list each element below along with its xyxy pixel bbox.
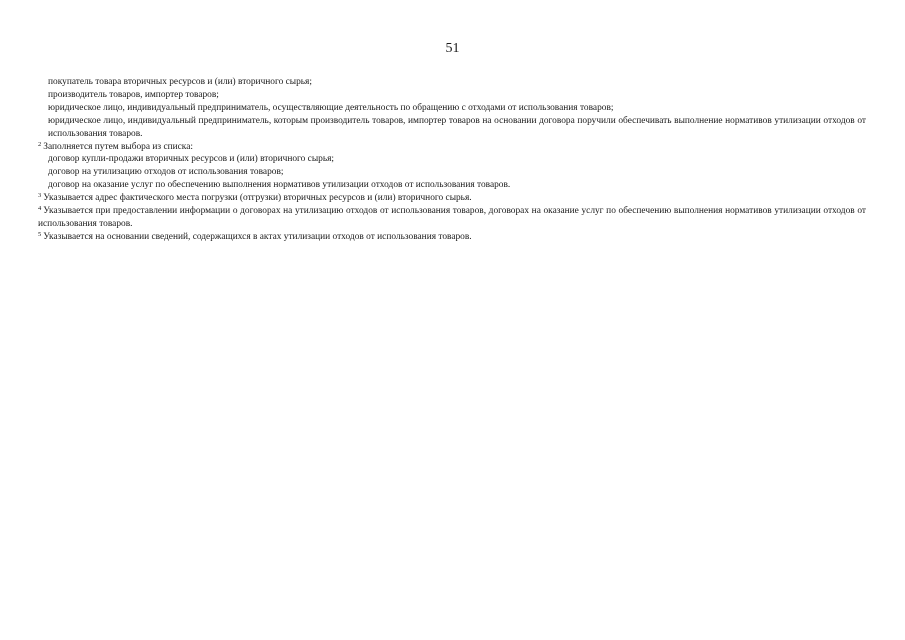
footnote-marker: 3 xyxy=(38,192,42,200)
list-item-waste-operator xyxy=(38,102,866,115)
page-number: 51 xyxy=(445,41,460,56)
footnote-marker: 2 xyxy=(38,140,42,148)
list-item-text: договор на утилизацию отходов от использования товаров; xyxy=(48,167,284,178)
footnote-4 xyxy=(38,205,866,231)
footnote-2 xyxy=(38,141,866,154)
footnote-marker: 4 xyxy=(38,205,42,213)
list-item-contracted-entity xyxy=(38,115,866,141)
list-item-producer xyxy=(38,89,866,102)
list-item-sale-contract xyxy=(38,153,866,166)
footnote-text: Указывается при предоставлении информации о договорах на утилизацию отходов от использования товаров, договорах на оказание услуг по обеспечению выполнения нормативов утилизации отходов от использования товаров. xyxy=(38,206,866,229)
list-item-text: договор на оказание услуг по обеспечению выполнения нормативов утилизации отходов от использования товаров. xyxy=(48,180,511,191)
footnote-text: Указывается адрес фактического места погрузки (отгрузки) вторичных ресурсов и (или) вторичного сырья. xyxy=(43,193,472,204)
footnote-5 xyxy=(38,231,866,244)
list-item-text: юридическое лицо, индивидуальный предприниматель, которым производитель товаров, импортер товаров на основании договора поручили обеспечивать выполнение нормативов утилизации отходов от использования товаров. xyxy=(48,115,866,139)
footnote-text: Указывается на основании сведений, содержащихся в актах утилизации отходов от использования товаров. xyxy=(43,231,472,242)
list-item-buyer xyxy=(38,76,866,89)
list-item-text: производитель товаров, импортер товаров; xyxy=(48,89,219,100)
list-item-text: договор купли-продажи вторичных ресурсов и (или) вторичного сырья; xyxy=(48,154,335,165)
list-item-service-contract xyxy=(38,179,866,192)
list-item-text: юридическое лицо, индивидуальный предприниматель, осуществляющие деятельность по обращению с отходами от использования товаров; xyxy=(48,102,614,113)
footnote-marker: 5 xyxy=(38,230,42,238)
list-item-text: покупатель товара вторичных ресурсов и (или) вторичного сырья; xyxy=(48,77,312,87)
footnotes-block xyxy=(38,76,866,244)
footnote-3 xyxy=(38,192,866,205)
footnote-text: Заполняется путем выбора из списка: xyxy=(43,141,193,152)
list-item-disposal-contract xyxy=(38,166,866,179)
